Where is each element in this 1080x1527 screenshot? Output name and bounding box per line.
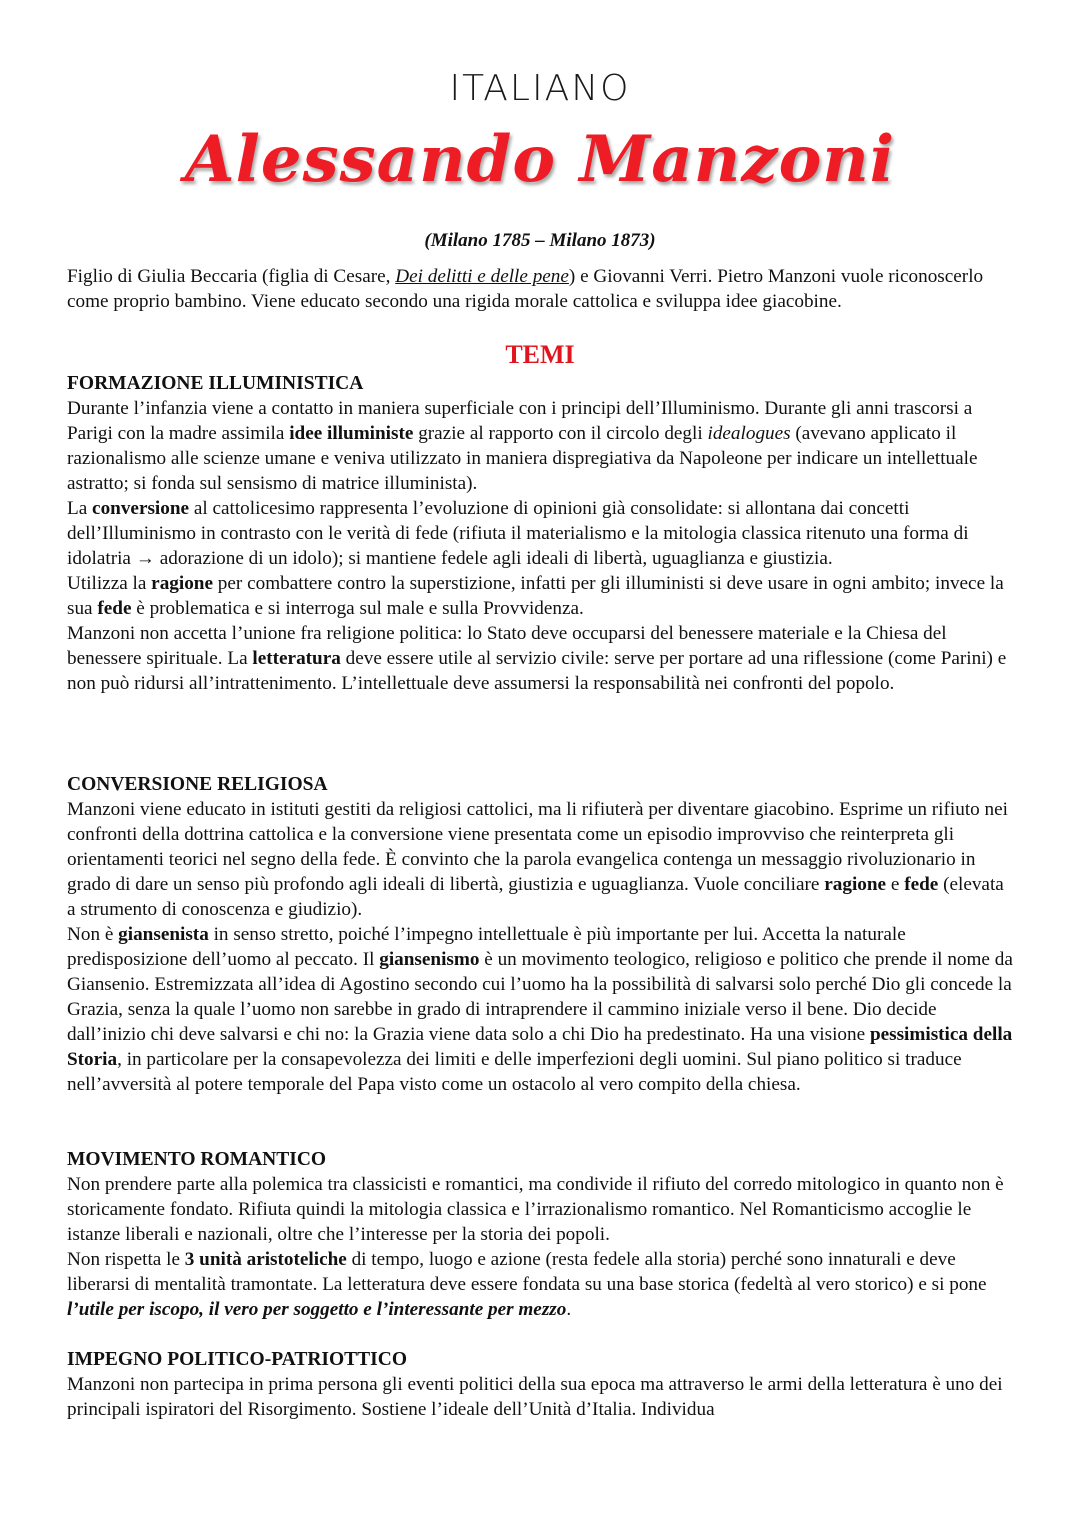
text: Manzoni non accetta l’unione fra religione politica: lo Stato deve occuparsi del benessere materiale e la Chiesa del benessere spirituale. La [67,623,947,669]
bold-text: ragione [824,874,887,895]
text: grazie al rapporto con il circolo degli [413,423,708,444]
intro-paragraph [67,264,1017,314]
paragraph [67,621,1017,696]
section-heading: MOVIMENTO ROMANTICO [67,1149,327,1170]
text: è problematica e si interroga sul male e sulla Provvidenza. [131,598,584,619]
paragraph [67,797,1017,922]
text: , in particolare per la consapevolezza dei limiti e delle imperfezioni degli uomini. Sul piano politico si traduce nell’avversità al potere temporale del Papa visto come un ostacolo al vero compito della chiesa. [67,1049,962,1095]
text: per combattere contro la superstizione, infatti per gli illuministi si deve usare in ogni ambito; invece la sua [67,573,1004,619]
bold-text: 3 unità aristoteliche [184,1249,347,1270]
text: al cattolicesimo rappresenta l’evoluzione di opinioni già consolidate: si allontana dai concetti dell’Illuminismo in contrasto con le verità di fede (rifiuta il materialismo e la mitologia classica ritenuto una forma di idolatria → adorazione di un idolo); si mantiene fedele agli ideali di libertà, uguaglianza e giustizia. [67,498,969,569]
subject-heading: ITALIANO [449,68,631,109]
text: (elevata a strumento di conoscenza e giudizio). [67,874,1004,920]
text: Non è [67,924,119,945]
section-conversione-religiosa [67,772,1017,1097]
paragraph [67,1247,1017,1322]
paragraph: Non prendere parte alla polemica tra classicisti e romantici, ma condivide il rifiuto del corredo mitologico in quanto non è storicamente fondato. Rifiuta quindi la mitologia classica e l’irrazionalismo romantico. Nel Romanticismo accoglie le istanze liberali e nazionali, oltre che l’interesse per la storia dei popoli. [67,1174,1004,1245]
bold-text: conversione [92,498,190,519]
section-heading: IMPEGNO POLITICO-PATRIOTTICO [67,1349,408,1370]
text: La [67,498,93,519]
section-heading: FORMAZIONE ILLUMINISTICA [67,373,364,394]
bold-text: idee illuministe [289,423,414,444]
text: e [886,874,905,895]
text: deve essere utile al servizio civile: serve per portare ad una riflessione (come Parini) e non può ridursi all’intrattenimento. L’intellettuale deve assumersi la responsabilità nei confronti del popolo. [67,648,1007,694]
text: in senso stretto, poiché l’impegno intellettuale è più importante per lui. Accetta la naturale predisposizione dell’uomo al peccato. Il [67,924,906,970]
paragraph [67,496,1017,571]
paragraph: Manzoni non partecipa in prima persona gli eventi politici della sua epoca ma attraverso le armi della letteratura è uno dei principali ispiratori del Risorgimento. Sostiene l’ideale dell’Unità d’Italia. Individua [67,1374,1003,1420]
section-heading: CONVERSIONE RELIGIOSA [67,774,328,795]
paragraph [67,571,1017,621]
bold-text: letteratura [252,648,341,669]
text: di tempo, luogo e azione (resta fedele alla storia) perché sono innaturali e deve liberarsi di mentalità tramontate. La letteratura deve essere fondata su una base storica (fedeltà al vero storico) e si pone [67,1249,987,1295]
temi-heading: TEMI [505,340,575,369]
intro-text: Figlio di Giulia Beccaria (figlia di Cesare, [67,266,396,287]
bold-text: pessimistica della Storia [67,1024,1013,1070]
text: è un movimento teologico, religioso e politico che prende il nome da Giansenio. Estremizzata all’idea di Agostino secondo cui l’uomo ha la possibilità di salvarsi solo perché Dio gli concede la Grazia, senza la quale l’uomo non sarebbe in grado di intraprendere il cammino iniziale verso il bene. Dio decide dall’inizio chi deve salvarsi e chi no: la Grazia viene data solo a chi Dio ha predestinato. Ha una visione [67,949,1013,1045]
text: Non rispetta le [67,1249,185,1270]
text: (avevano applicato il razionalismo alle scienze umane e veniva utilizzato in maniera dispregiativa da Napoleone per indicare un intellettuale astratto; si fonda sul sensismo di matrice illuminista). [67,423,978,494]
bold-text: giansenista [118,924,209,945]
bold-italic-quote: l’utile per iscopo, il vero per soggetto e l’interessante per mezzo [67,1299,567,1320]
bold-text: giansenismo [379,949,480,970]
paragraph [67,922,1017,1097]
italic-text: idealogues [707,423,791,444]
intro-text: ) e Giovanni Verri. Pietro Manzoni vuole riconoscerlo come proprio bambino. Viene educato secondo una rigida morale cattolica e sviluppa idee giacobine. [67,266,984,312]
section-formazione-illuministica [67,371,1017,696]
bold-text: ragione [151,573,213,594]
life-dates: (Milano 1785 – Milano 1873) [424,230,656,251]
text: Utilizza la [67,573,152,594]
paragraph [67,396,1017,496]
text: Manzoni viene educato in istituti gestiti da religiosi cattolici, ma li rifiuterà per diventare giacobino. Esprime un rifiuto nei confronti della dottrina cattolica e la conversione viene presentata come un episodio improvviso che reinterpreta gli orientamenti teorici nel segno della fede. È convinto che la parola evangelica contenga un messaggio rivoluzionario in grado di dare un senso più profondo agli ideali di libertà, giustizia e uguaglianza. Vuole conciliare [67,799,1008,895]
page-title: Alessando Manzoni [184,122,896,197]
text: . [566,1299,572,1320]
bold-text: fede [904,874,939,895]
bold-text: fede [97,598,132,619]
section-movimento-romantico [67,1147,1017,1322]
text: Durante l’infanzia viene a contatto in maniera superficiale con i principi dell’Illuminismo. Durante gli anni trascorsi a Parigi con la madre assimila [67,398,973,444]
section-impegno-politico [67,1347,1017,1422]
book-title-link: Dei delitti e delle pene [395,266,569,287]
